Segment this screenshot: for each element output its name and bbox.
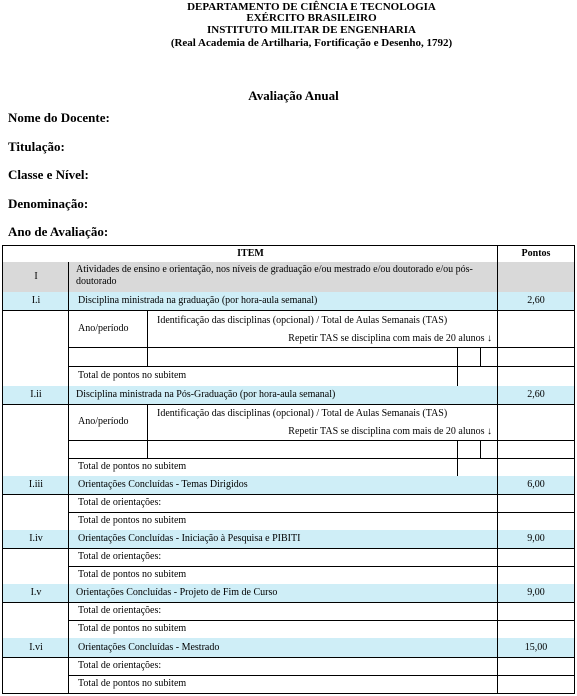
repetir-label: Repetir TAS se disciplina com mais de 20 alunos ↓	[288, 333, 492, 344]
identificacao-label: Identificação das disciplinas (opcional) / Total de Aulas Semanais (TAS)	[157, 315, 448, 326]
field-ano: Ano de Avaliação:	[8, 224, 109, 239]
points-blank	[497, 548, 575, 567]
points-blank	[497, 347, 575, 367]
ano-periodo-label: Ano/período	[68, 310, 148, 348]
total-orientacoes-label: Total de orientações:	[68, 494, 498, 513]
total-subitem-label: Total de pontos no subitem	[68, 675, 498, 694]
ano-periodo-label: Ano/período	[68, 404, 148, 441]
header-army: EXÉRCITO BRASILEIRO	[246, 12, 377, 24]
item-detail-spacer	[2, 310, 69, 387]
item-detail-spacer	[2, 548, 69, 585]
item-points: 15,00	[497, 638, 575, 658]
header-institute: INSTITUTO MILITAR DE ENGENHARIA	[207, 24, 416, 36]
points-blank	[497, 675, 575, 694]
item-detail-spacer	[2, 602, 69, 639]
points-blank	[497, 440, 575, 459]
item-detail-spacer	[2, 494, 69, 531]
repetir-label: Repetir TAS se disciplina com mais de 20 alunos ↓	[288, 426, 492, 437]
total-subitem-label: Total de pontos no subitem	[68, 512, 498, 531]
item-desc: Orientações Concluídas - Mestrado	[68, 638, 498, 658]
item-points: 2,60	[497, 292, 575, 311]
tas-input[interactable]	[457, 347, 481, 367]
tas-input[interactable]	[457, 440, 481, 459]
tas-repeat-input[interactable]	[480, 440, 498, 459]
item-detail-spacer	[2, 404, 69, 477]
points-blank	[497, 494, 575, 513]
points-blank	[497, 310, 575, 348]
points-blank	[497, 404, 575, 441]
item-points: 2,60	[497, 386, 575, 405]
total-subitem-label: Total de pontos no subitem	[68, 366, 458, 387]
field-classe: Classe e Nível:	[8, 167, 89, 182]
points-blank	[497, 366, 575, 387]
identificacao-cell	[147, 404, 498, 441]
total-orientacoes-label: Total de orientações:	[68, 657, 498, 676]
item-desc: Orientações Concluídas - Temas Dirigidos	[68, 476, 498, 495]
total-subitem-label: Total de pontos no subitem	[68, 458, 458, 477]
ano-periodo-input[interactable]	[68, 347, 148, 367]
header-department: DEPARTAMENTO DE CIÊNCIA E TECNOLOGIA	[187, 1, 436, 13]
field-titulacao: Titulação:	[8, 139, 65, 154]
points-blank	[497, 566, 575, 585]
item-code: I.iv	[2, 530, 69, 549]
item-points: 9,00	[497, 584, 575, 603]
item-code: I.vi	[2, 638, 69, 658]
header-academy: (Real Academia de Artilharia, Fortificação e Desenho, 1792)	[170, 37, 453, 49]
points-blank	[497, 458, 575, 477]
total-subitem-label: Total de pontos no subitem	[68, 566, 498, 585]
col-header-pontos: Pontos	[497, 245, 575, 263]
tas-repeat-input[interactable]	[480, 347, 498, 367]
points-blank	[497, 602, 575, 621]
item-code: I.i	[2, 292, 69, 311]
total-subitem-value[interactable]	[457, 366, 498, 387]
field-docente: Nome do Docente:	[8, 110, 110, 125]
identificacao-cell	[147, 310, 498, 348]
item-points: 6,00	[497, 476, 575, 495]
item-code: I.v	[2, 584, 69, 603]
points-blank	[497, 620, 575, 639]
disciplina-input[interactable]	[147, 347, 458, 367]
ano-periodo-input[interactable]	[68, 440, 148, 459]
identificacao-label: Identificação das disciplinas (opcional) / Total de Aulas Semanais (TAS)	[157, 408, 448, 419]
points-blank	[497, 657, 575, 676]
total-orientacoes-label: Total de orientações:	[68, 548, 498, 567]
item-points: 9,00	[497, 530, 575, 549]
item-code: I.ii	[2, 386, 69, 405]
section-code: I	[2, 262, 69, 293]
item-desc: Orientações Concluídas - Iniciação à Pesquisa e PIBITI	[68, 530, 498, 549]
item-desc: Orientações Concluídas - Projeto de Fim de Curso	[68, 584, 498, 603]
points-blank	[497, 512, 575, 531]
section-desc: Atividades de ensino e orientação, nos níveis de graduação e/ou mestrado e/ou doutorado e/ou pós-doutorado	[68, 262, 498, 293]
field-denominacao: Denominação:	[8, 196, 89, 211]
total-subitem-value[interactable]	[457, 458, 498, 477]
section-points-cell	[497, 262, 575, 293]
item-code: I.iii	[2, 476, 69, 495]
total-orientacoes-label: Total de orientações:	[68, 602, 498, 621]
col-header-item: ITEM	[2, 245, 498, 263]
item-desc: Disciplina ministrada na Pós-Graduação (por hora-aula semanal)	[68, 386, 498, 405]
page-title: Avaliação Anual	[248, 88, 339, 103]
disciplina-input[interactable]	[147, 440, 458, 459]
item-desc: Disciplina ministrada na graduação (por hora-aula semanal)	[68, 292, 498, 311]
total-subitem-label: Total de pontos no subitem	[68, 620, 498, 639]
item-detail-spacer	[2, 657, 69, 694]
